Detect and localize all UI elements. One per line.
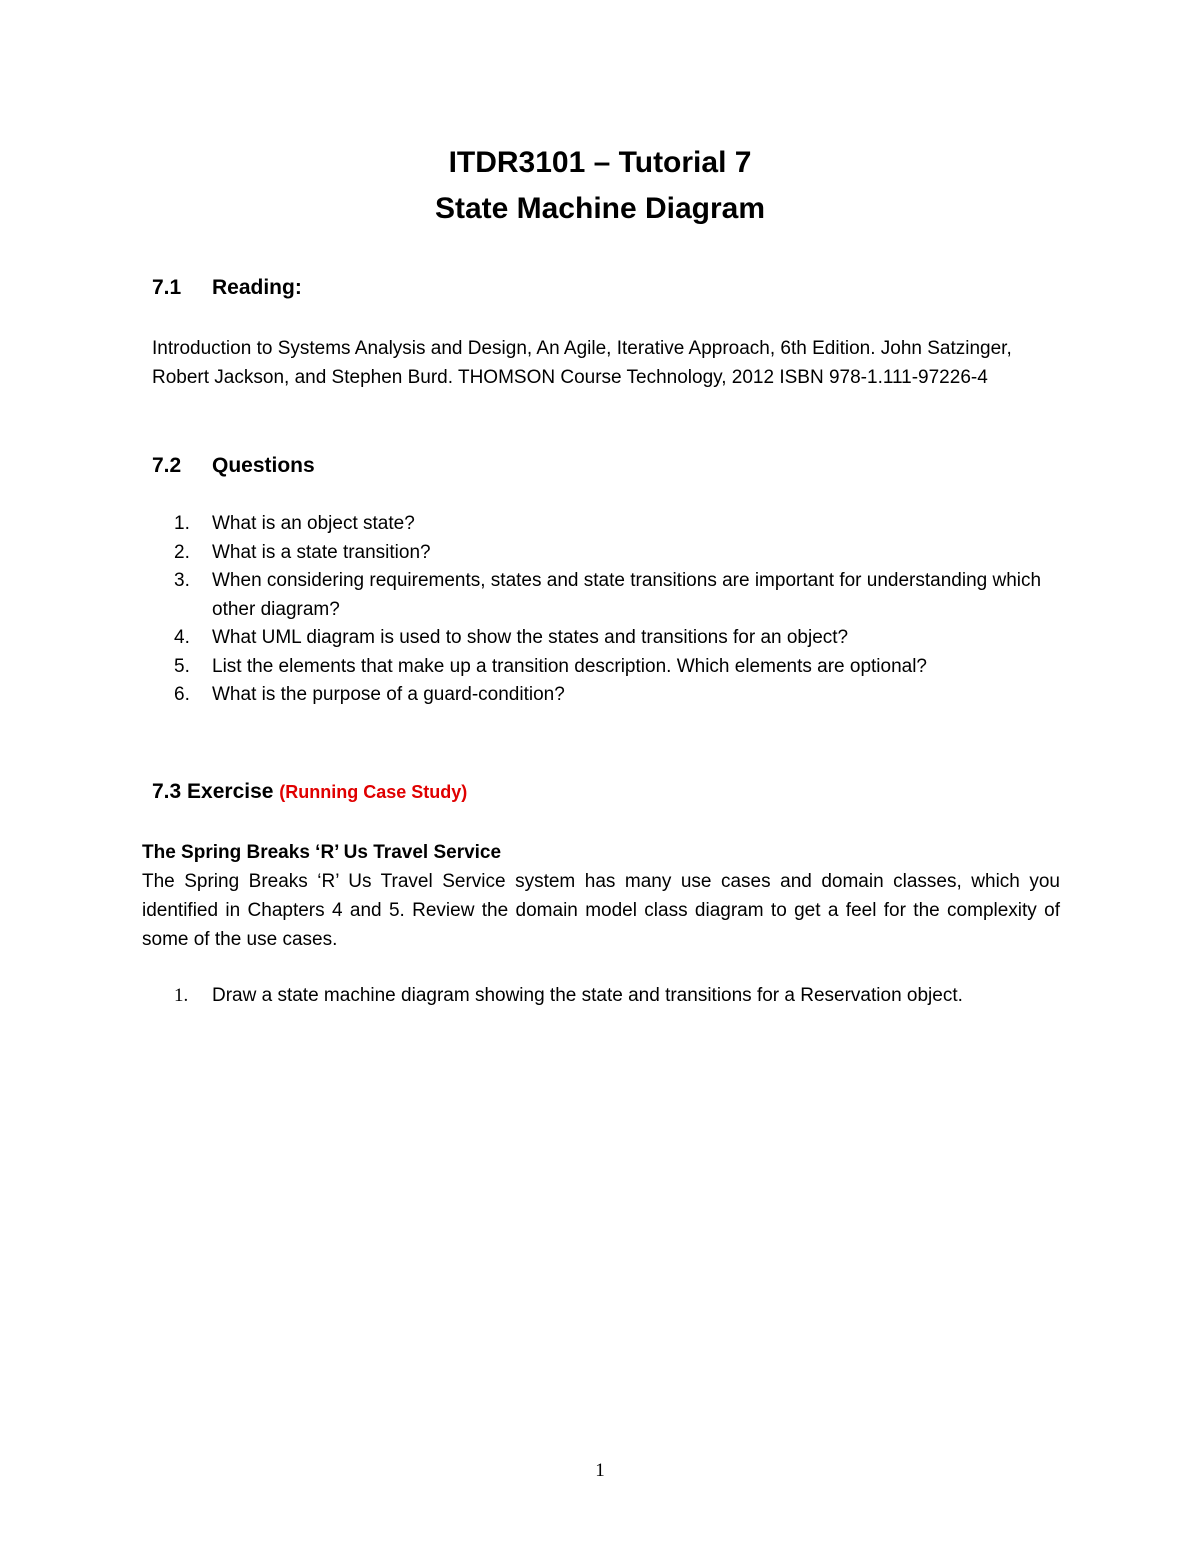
list-item-text: What UML diagram is used to show the states and transitions for an object? [212,627,849,648]
exercise-accent-label: (Running Case Study) [279,782,468,802]
list-item-text: List the elements that make up a transition description. Which elements are optional? [212,655,927,677]
questions-heading-label: Questions [212,454,315,477]
exercise-task-text: Draw a state machine diagram showing the state and transitions for a Reservation object. [212,985,963,1006]
exercise-task-number: 1. [174,985,189,1006]
list-item-text: What is the purpose of a guard-condition? [212,684,565,705]
list-item-text: What is an object state? [212,513,415,534]
list-item [174,567,1054,624]
list-item-number: 2. [174,541,190,563]
case-study-body: The Spring Breaks ‘R’ Us Travel Service system has many use cases and domain classes, which you identified in Chapters 4 and 5. Review the domain model class diagram to get a feel for the complexity of some of the use cases. [142,871,1060,950]
list-item [174,681,1054,710]
list-item [174,510,1054,539]
document-subtitle: State Machine Diagram [434,192,766,225]
case-study-title: The Spring Breaks ‘R’ Us Travel Service [142,842,502,863]
page-number: 1 [595,1460,605,1481]
reading-section-number: 7.1 [152,276,182,299]
reading-reference: Introduction to Systems Analysis and Design, An Agile, Iterative Approach, 6th Edition. John Satzinger, Robert Jackson, and Stephen Burd. THOMSON Course Technology, 2012 ISBN 978-1.111-97226-4 [152,338,1012,388]
reading-heading-label: Reading: [212,276,302,299]
questions-list [174,510,1054,710]
list-item-number: 1. [174,513,190,534]
exercise-task [174,981,1072,1011]
list-item-number: 5. [174,655,190,677]
questions-heading [152,452,315,480]
list-item [174,539,1054,568]
list-item [174,653,1054,682]
questions-section-number: 7.2 [152,454,182,477]
list-item-text: When considering requirements, states and state transitions are important for understanding which other diagram? [212,570,1042,620]
exercise-heading-label: 7.3 Exercise [152,780,274,803]
list-item-number: 6. [174,684,190,705]
list-item-number: 3. [174,570,190,591]
list-item-text: What is a state transition? [212,541,431,563]
exercise-heading [152,778,467,806]
document-title: ITDR3101 – Tutorial 7 [448,146,752,179]
list-item-number: 4. [174,627,190,648]
list-item [174,624,1054,653]
reading-heading [152,274,302,302]
